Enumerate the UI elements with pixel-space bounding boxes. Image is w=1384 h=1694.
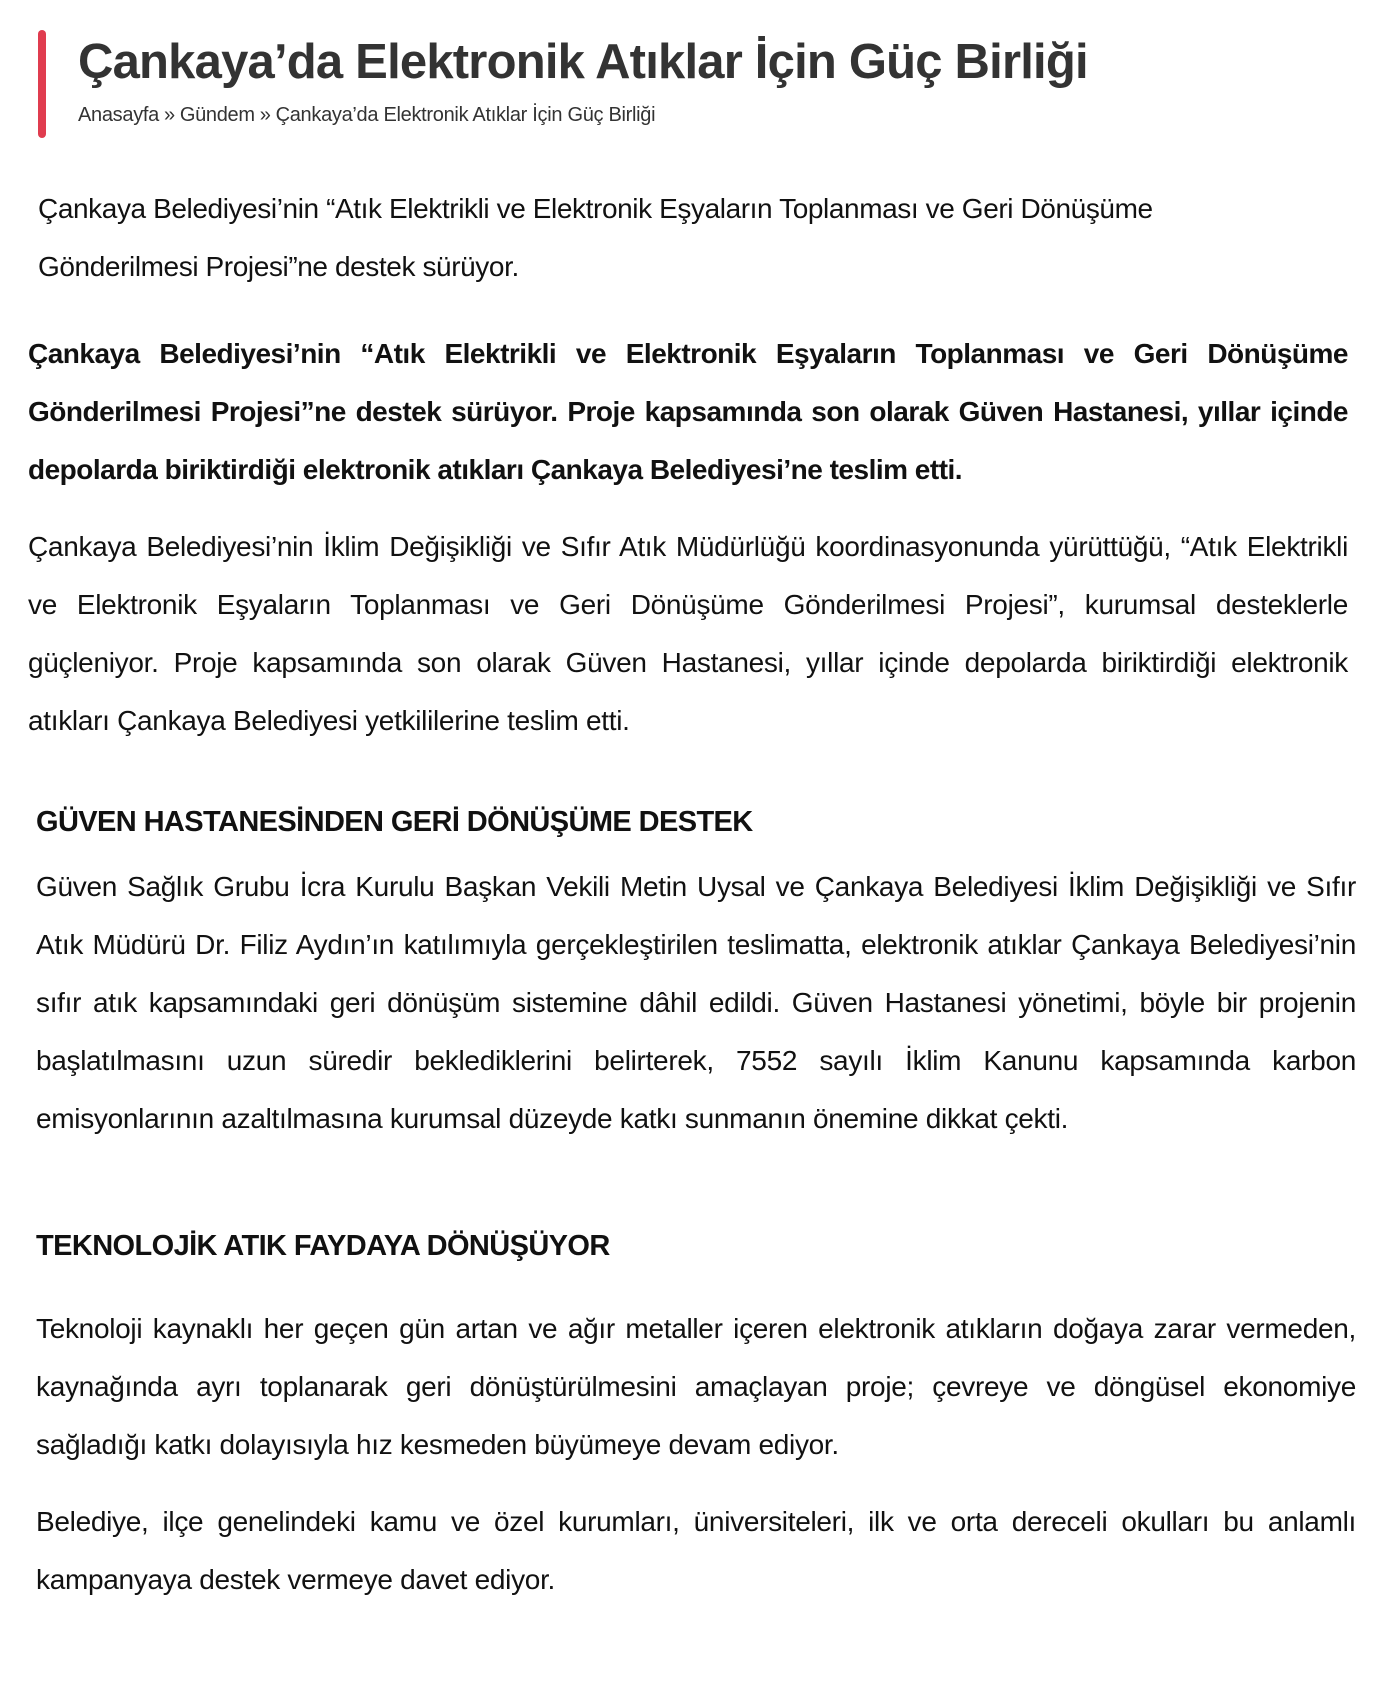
article-spot: Çankaya Belediyesi’nin “Atık Elektrikli ve Elektronik Eşyaların Toplanması ve Geri Dönüşüme Gönderilmesi Projesi”ne destek sürüyor. Proje kapsamında son olarak Güven Hastanesi, yıllar içinde depolarda biriktirdiği elektronik atıkları Çankaya Belediyesi’ne teslim etti.	[28, 338, 1348, 485]
breadcrumb-current: Çankaya’da Elektronik Atıklar İçin Güç Birliği	[275, 104, 656, 126]
breadcrumb	[78, 104, 655, 127]
article-paragraph: Çankaya Belediyesi’nin İklim Değişikliği ve Sıfır Atık Müdürlüğü koordinasyonunda yürüttüğü, “Atık Elektrikli ve Elektronik Eşyaların Toplanması ve Geri Dönüşüme Gönderilmesi Projesi”, kurumsal desteklerle güçleniyor. Proje kapsamında son olarak Güven Hastanesi, yıllar içinde depolarda biriktirdiği elektronik atıkları Çankaya Belediyesi yetkililerine teslim etti.	[28, 531, 1348, 736]
article-header	[38, 30, 1338, 138]
title-accent-bar	[38, 30, 46, 138]
page-title: Çankaya’da Elektronik Atıklar İçin Güç Birliği	[78, 35, 1088, 89]
article-lead: Çankaya Belediyesi’nin “Atık Elektrikli ve Elektronik Eşyaların Toplanması ve Geri Dönüşüme Gönderilmesi Projesi”ne destek sürüyor.	[38, 193, 1153, 282]
article-paragraph: Belediye, ilçe genelindeki kamu ve özel kurumları, üniversiteleri, ilk ve orta dereceli okulları bu anlamlı kampanyaya destek vermeye davet ediyor.	[36, 1506, 1356, 1595]
section-heading: TEKNOLOJİK ATIK FAYDAYA DÖNÜŞÜYOR	[36, 1230, 610, 1262]
article-paragraph: Güven Sağlık Grubu İcra Kurulu Başkan Vekili Metin Uysal ve Çankaya Belediyesi İklim Değişikliği ve Sıfır Atık Müdürü Dr. Filiz Aydın’ın katılımıyla gerçekleştirilen teslimatta, elektronik atıklar Çankaya Belediyesi’nin sıfır atık kapsamındaki geri dönüşüm sistemine dâhil edildi. Güven Hastanesi yönetimi, böyle bir projenin başlatılmasını uzun süredir beklediklerini belirterek, 7552 sayılı İklim Kanunu kapsamında karbon emisyonlarının azaltılmasına kurumsal düzeyde katkı sunmanın önemine dikkat çekti.	[36, 871, 1356, 1134]
breadcrumb-home-link[interactable]: Anasayfa	[78, 104, 159, 126]
breadcrumb-separator: »	[259, 104, 271, 126]
section-heading: GÜVEN HASTANESİNDEN GERİ DÖNÜŞÜME DESTEK	[36, 806, 753, 838]
breadcrumb-category-link[interactable]: Gündem	[179, 104, 255, 126]
breadcrumb-separator: »	[164, 104, 175, 126]
article-paragraph: Teknoloji kaynaklı her geçen gün artan ve ağır metaller içeren elektronik atıkların doğaya zarar vermeden, kaynağında ayrı toplanarak geri dönüştürülmesini amaçlayan proje; çevreye ve döngüsel ekonomiye sağladığı katkı dolayısıyla hız kesmeden büyümeye devam ediyor.	[36, 1313, 1356, 1460]
